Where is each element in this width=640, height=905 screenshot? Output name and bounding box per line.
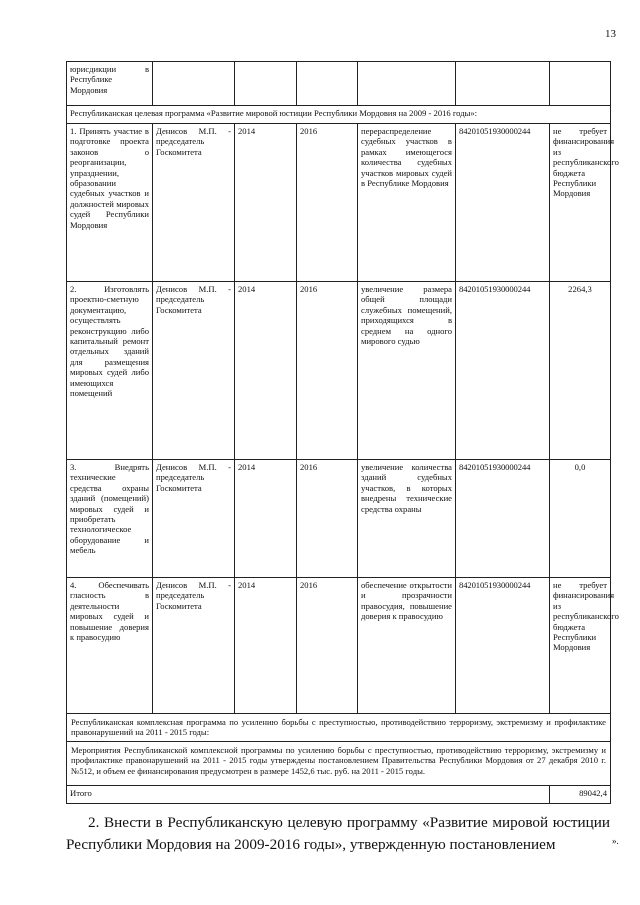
row3-name: 3. Внедрять технические средства охраны зданий (помещений) мировых судей и приобретать технологическое оборудование и мебель <box>67 460 153 578</box>
row2-code: 84201051930000244 <box>456 282 550 460</box>
closing-quote: ». <box>612 836 619 846</box>
row3-start: 2014 <box>235 460 297 578</box>
row1-end: 2016 <box>297 124 358 282</box>
row3-result: увеличение количества зданий судебных участков, в которых внедрены технические средства охраны <box>358 460 456 578</box>
section-header-row <box>67 714 611 742</box>
row1-name: 1. Принять участие в подготовке проекта законов о реорганизации, упразднении, образовании судебных участков и должностей мировых судей Республики Мордовия <box>67 124 153 282</box>
row1-executor: Денисов М.П. - председатель Госкомитета <box>153 124 235 282</box>
row4-result: обеспечение открытости и прозрачности правосудия, повышение доверия к правосудию <box>358 578 456 714</box>
row1-amount: не требует финансирования из республиканского бюджета Республики Мордовия <box>550 124 611 282</box>
table-row <box>67 282 611 460</box>
section2-text: Мероприятия Республиканской комплексной программы по усилению борьбы с преступностью, противодействию терроризму, экстремизму и профилактике правонарушений на 2011 - 2015 годы утверждены постановлением Правительства Республики Мордовия от 27 декабря 2010 г. №512, и объем ее финансирования предусмотрен в размере 1452,6 тыс. руб. на 2011 - 2015 годы. <box>67 742 611 786</box>
row2-result: увеличение размера общей площади служебных помещений, приходящихся в среднем на одного мирового судью <box>358 282 456 460</box>
section-header-row <box>67 106 611 124</box>
row3-end: 2016 <box>297 460 358 578</box>
row2-executor: Денисов М.П. - председатель Госкомитета <box>153 282 235 460</box>
table-row <box>67 460 611 578</box>
row4-amount: не требует финансирования из республиканского бюджета Республики Мордовия <box>550 578 611 714</box>
row4-code: 84201051930000244 <box>456 578 550 714</box>
row2-end: 2016 <box>297 282 358 460</box>
section-text-row <box>67 742 611 786</box>
row3-amount: 0,0 <box>550 460 611 578</box>
body-paragraph: 2. Внести в Республиканскую целевую программу «Развитие мировой юстиции Республики Мордовия на 2009-2016 годы», утвержденную постановлением <box>66 814 610 853</box>
row2-start: 2014 <box>235 282 297 460</box>
table-row <box>67 578 611 714</box>
table-row <box>67 62 611 106</box>
row4-name: 4. Обеспечивать гласность в деятельности мировых судей и повышение доверия к правосудию <box>67 578 153 714</box>
section1-title: Республиканская целевая программа «Развитие мировой юстиции Республики Мордовия на 2009 - 2016 годы»: <box>67 106 611 124</box>
row2-name: 2. Изготовлять проектно-сметную документацию, осуществлять реконструкцию либо капитальный ремонт отдельных зданий для размещения мировых судей либо имеющихся помещений <box>67 282 153 460</box>
row1-result: перераспределение судебных участков в рамках имеющегося количества судебных участков мировых судей в Республике Мордовия <box>358 124 456 282</box>
total-label: Итого <box>67 786 550 804</box>
row1-code: 842010519З0000244 <box>456 124 550 282</box>
page-number: 13 <box>605 28 616 40</box>
total-amount: 89042,4 <box>550 786 611 804</box>
row3-code: 84201051930000244 <box>456 460 550 578</box>
row4-start: 2014 <box>235 578 297 714</box>
table-row <box>67 124 611 282</box>
program-table <box>66 61 619 804</box>
row4-executor: Денисов М.П. - председатель Госкомитета <box>153 578 235 714</box>
top-row-name-cell: юрисдикции в Республике Мордовия <box>67 62 153 106</box>
total-row <box>67 786 611 804</box>
row3-executor: Денисов М.П. - председатель Госкомитета <box>153 460 235 578</box>
row2-amount: 2264,3 <box>550 282 611 460</box>
row1-start: 2014 <box>235 124 297 282</box>
section2-title: Республиканская комплексная программа по усилению борьбы с преступностью, противодействию терроризму, экстремизму и профилактике правонарушений на 2011 - 2015 годы: <box>67 714 611 742</box>
row4-end: 2016 <box>297 578 358 714</box>
